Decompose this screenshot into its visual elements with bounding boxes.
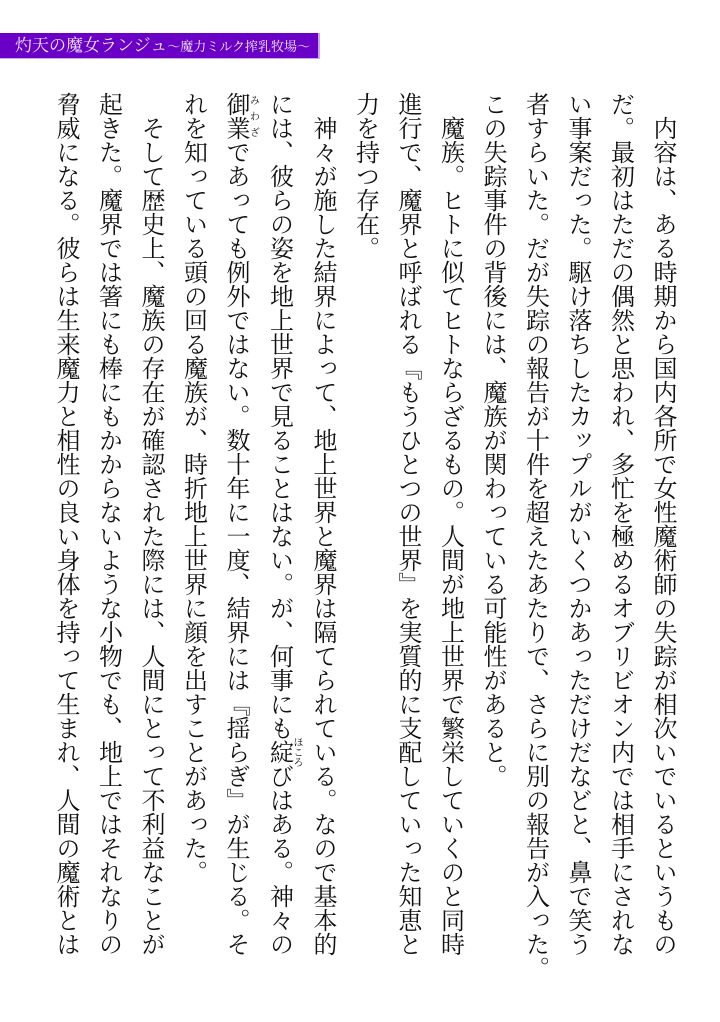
ruby-annotation [222,92,259,140]
text-column [642,92,685,992]
text-column [514,92,557,992]
text-segment: 起きた。魔界では箸にも棒にもかからないような小物でも、地上ではそれなりの [94,92,123,956]
text-segment: 内容は、ある時期から国内各所で女性魔術師の失踪が相次いでいるというもの [649,92,677,956]
text-column [344,92,387,992]
text-column [557,92,600,992]
text-column [387,92,430,992]
text-segment: そして歴史上、魔族の存在が確認された際には、人間にとって不利益なことが [137,92,165,956]
ruby-reading: みわざ [247,92,259,140]
text-column [130,92,173,992]
text-column [599,92,642,992]
text-column [472,92,515,992]
text-segment: だ。最初はただの偶然と思われ、多忙を極めるオブリビオン内では相手にされな [606,92,635,956]
text-column [45,92,88,992]
text-segment: い事案だった。駆け落ちしたカップルがいくつかあっただけだなどと、鼻で笑う [564,92,592,956]
ruby-reading: ほころ [291,737,302,767]
text-segment: 力を持つ存在。 [351,92,380,260]
book-subtitle: 〜魔力ミルク搾乳牧場〜 [167,40,310,55]
text-column [215,92,259,992]
ruby-base: 御業 [222,92,250,140]
text-segment: れを知っている頭の回る魔族が、時折地上世界に顔を出すことがあった。 [179,92,208,884]
text-segment: には、彼らの姿を地上世界で見ることはない。が、何事にも [265,92,294,740]
ruby-annotation [265,737,302,767]
text-column [258,92,302,992]
text-segment: 脅威になる。彼らは生来魔力と相性の良い身体を持って生まれ、人間の魔術とは [52,92,80,956]
text-column [429,92,472,992]
text-segment: であっても例外ではない。数十年に一度、結界には『揺らぎ』が生じる。そ [222,140,250,956]
text-segment: 神々が施した結界によって、地上世界と魔界は隔てられている。なので基本的 [309,92,337,956]
text-segment: 魔族。ヒトに似てヒトならざるもの。人間が地上世界で繁栄していくのと同時 [436,92,465,956]
text-segment: 進行で、魔界と呼ばれる『もうひとつの世界』を実質的に支配していった知恵と [394,92,422,956]
text-segment: 者すらいた。だが失踪の報告が十件を超えたあたりで、さらに別の報告が入った。 [521,92,550,980]
ruby-base: 綻 [265,737,294,767]
text-column [302,92,345,992]
text-column [172,92,215,992]
book-title: 灼天の魔女ランジュ [15,36,168,56]
text-segment: びはある。神々の [265,764,294,956]
text-segment: この失踪事件の背後には、魔族が関わっている可能性があると。 [479,92,507,788]
vertical-text-body [45,92,685,992]
text-column [87,92,130,992]
title-banner [0,33,320,59]
